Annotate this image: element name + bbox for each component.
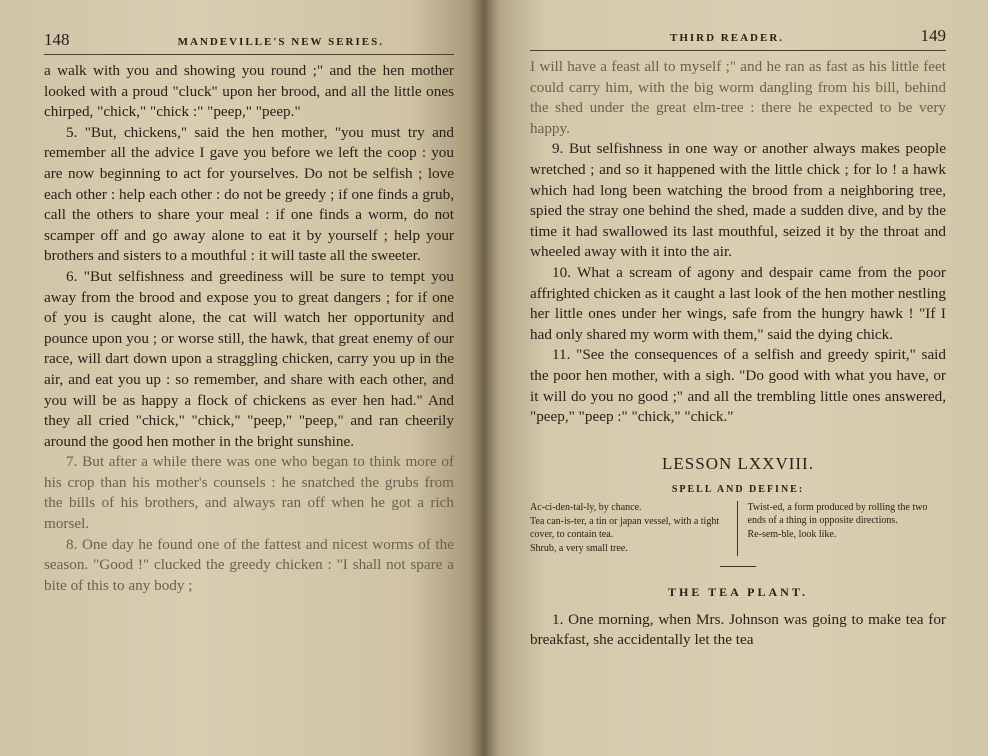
right-page <box>484 0 988 756</box>
spell-entry: Tea can-is-ter, a tin or japan vessel, with a tight cover, to contain tea. <box>530 515 720 540</box>
right-body-text <box>530 57 946 428</box>
story-paragraph-1: 1. One morning, when Mrs. Johnson was going to make tea for breakfast, she accidentally let the tea <box>530 610 946 649</box>
spell-entry: Re-sem-ble, look like. <box>747 528 837 540</box>
story-body-text <box>530 610 946 651</box>
spell-entry: Shrub, a very small tree. <box>530 542 628 554</box>
left-paragraph-1: a walk with you and showing you round ;" and the hen mother looked with a proud "cluck" upon her brood, and all the little ones chirped, "chick," "chick :" "peep," "peep." <box>44 62 454 121</box>
spell-entry: Twist-ed, a form produced by rolling the two ends of a thing in opposite directions. <box>747 501 928 526</box>
left-paragraph-4: 7. But after a while there was one who began to think more of his crop than his mother's counsels : he snatched the grubs from the bills of his brothers, and always ran off when he got a rich morsel. <box>44 453 454 533</box>
right-paragraph-2: 9. But selfishness in one way or another always makes people wretched ; and so it happened with the little chick ; for lo ! a hawk which had long been watching the brood from a neighboring tree, spied the stray one behind the shed, made a sudden dive, and by the time it had swallowed its last mouthful, seized it by the throat and wheeled away with it into the air. <box>530 140 946 261</box>
right-paragraph-3: 10. What a scream of agony and despair came from the poor affrighted chicken as it caught a last look of the hen mother nestling her little ones under her wings, safe from the hungry hawk ! "If I had only shared my worm with them," said the dying chick. <box>530 263 946 343</box>
lesson-title: LESSON LXXVIII. <box>662 453 814 473</box>
left-body-text <box>44 61 454 596</box>
left-running-head <box>44 30 454 55</box>
right-paragraph-1: I will have a feast all to myself ;" and he ran as fast as his little feet could carry him, with the big worm dangling from his bill, behind the shed under the great elm-tree : there he expected to be very happy. <box>530 58 946 137</box>
section-divider <box>720 566 756 567</box>
spell-entry: Ac-ci-den-tal-ly, by chance. <box>530 501 642 513</box>
left-page-number: 148 <box>44 30 70 49</box>
right-running-title: THIRD READER. <box>670 32 785 44</box>
left-running-title: MANDEVILLE'S NEW SERIES. <box>177 36 384 48</box>
left-paragraph-3: 6. "But selfishness and greediness will be sure to tempt you away from the brood and expose you to great dangers ; for if one of you is caught alone, the cat will watch her opportunity and pounce upon you ; or worse still, the hawk, that great enemy of our race, will dart down upon a straggling chicken, carry you up in the air, and eat you up : so remember, and share with each other, and you will be as happy a flock of chickens as ever hen had." And they all cried "chick," "chick," "peep," "peep," and ran cheerily around the good hen mother in the bright sunshine. <box>44 267 454 450</box>
spell-define-heading: SPELL AND DEFINE: <box>671 483 805 495</box>
left-paragraph-2: 5. "But, chickens," said the hen mother, "you must try and remember all the advice I gave you before we left the coop : you are now beginning to act for yourselves. Do not be selfish ; love each other : help each other : do not be greedy ; if one finds a grub, call the others to share your meal : if one finds a worm, do not scamper off and go away alone to eat it by yourself ; help your brothers and sisters to a mouthful : it will taste all the sweeter. <box>44 123 454 265</box>
left-paragraph-5: 8. One day he found one of the fattest and nicest worms of the season. "Good !" clucked the greedy chicken : "I shall not spare a bite of this to any body ; <box>44 535 454 594</box>
right-running-head <box>530 26 946 51</box>
right-paragraph-4: 11. "See the consequences of a selfish and greedy spirit," said the poor hen mother, with a sigh. "Do good with what you have, or it will do you no good ;" and all the trembling little ones answered, "peep," "peep :" "chick," "chick." <box>530 346 946 426</box>
story-title: THE TEA PLANT. <box>668 584 808 599</box>
spell-define-left-column <box>530 501 738 556</box>
spell-define-list <box>530 501 946 556</box>
right-page-number: 149 <box>920 26 946 45</box>
left-page <box>0 0 484 756</box>
spell-define-right-column <box>738 501 947 556</box>
